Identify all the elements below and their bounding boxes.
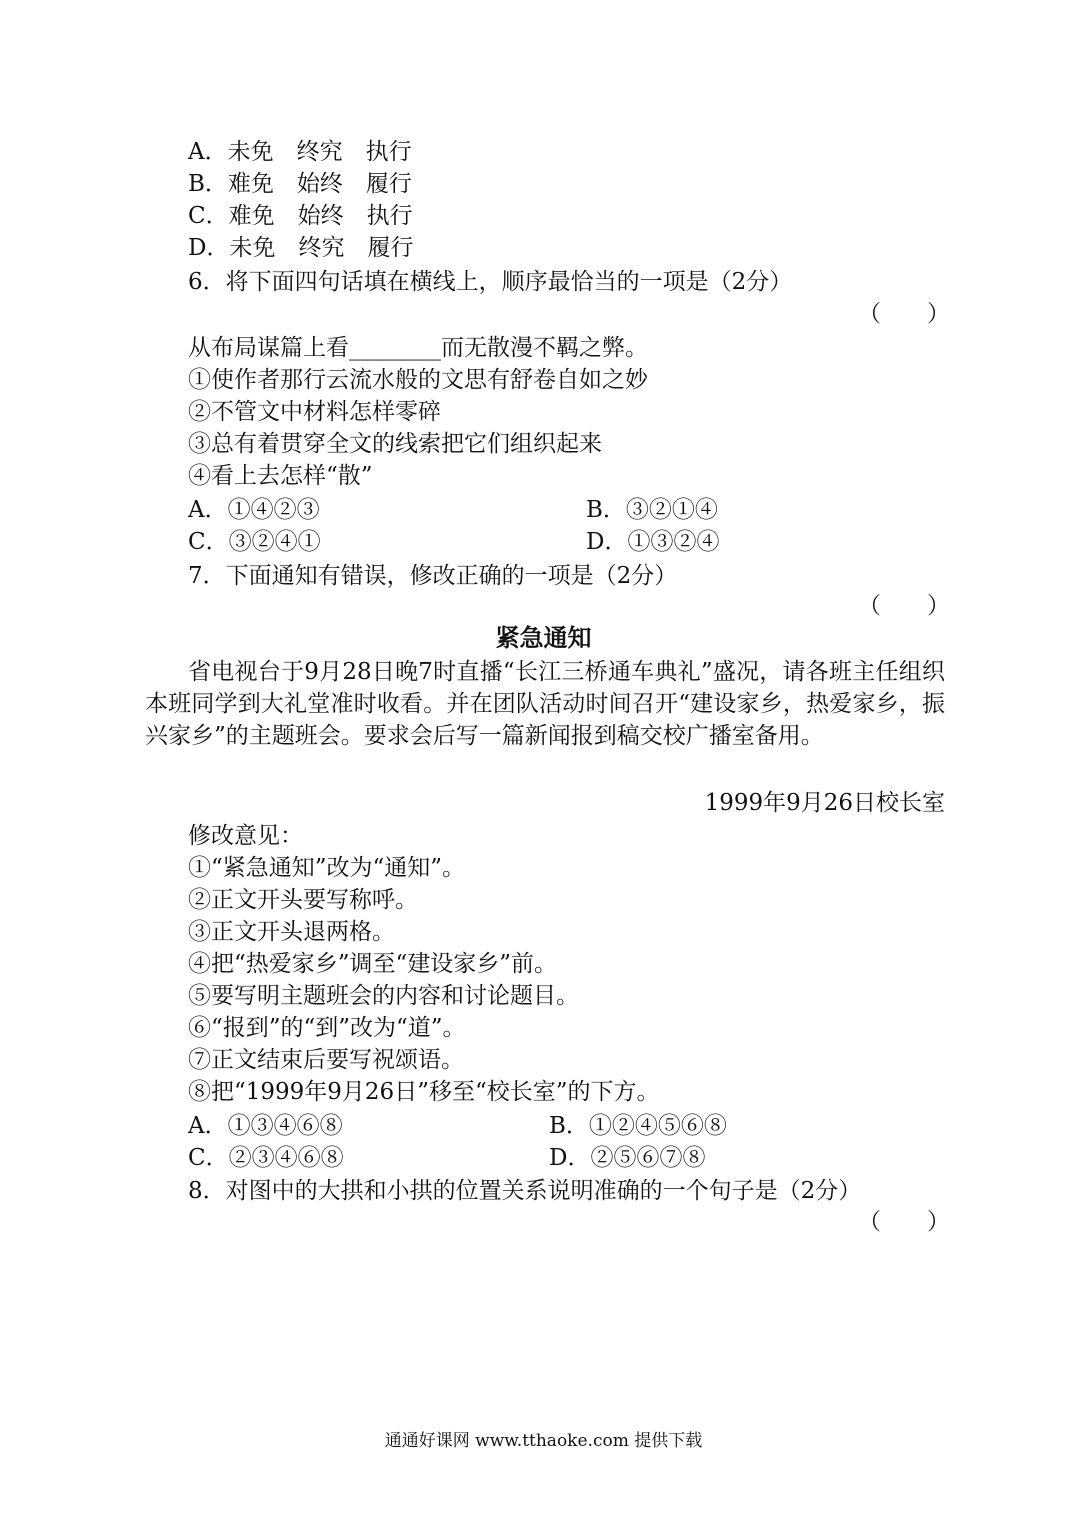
q8-stem: 8．对图中的大拱和小拱的位置关系说明准确的一个句子是（2分） — [188, 1178, 862, 1204]
q6-item-2: ②不管文中材料怎样零碎 — [188, 399, 441, 425]
page-footer: 通通好课网 www.tthaoke.com 提供下载 — [384, 1431, 703, 1451]
advice-item-5: ⑤要写明主题班会的内容和讨论题目。 — [188, 983, 579, 1009]
notice-sign: 1999年9月26日校长室 — [704, 790, 945, 816]
q5-option-a: A．未免 终究 执行 — [188, 139, 412, 165]
advice-item-8: ⑧把“1999年9月26日”移至“校长室”的下方。 — [188, 1079, 660, 1105]
q8-answer-paren: （ ） — [858, 1209, 950, 1235]
notice-body: 省电视台于9月28日晚7时直播“长江三桥通车典礼”盛况，请各班主任组织本班同学到大礼堂准时收看。并在团队活动时间召开“建设家乡，热爱家乡，振兴家乡”的主题班会。要求会后写一篇新闻报到稿交校广播室备用。 — [145, 659, 945, 749]
q5-option-b: B．难免 始终 履行 — [188, 171, 412, 197]
advice-item-1: ①“紧急通知”改为“通知”。 — [188, 855, 466, 881]
q6-option-b: B．③②①④ — [586, 497, 718, 523]
q6-answer-paren: （ ） — [858, 301, 950, 327]
q7-answer-paren: （ ） — [858, 593, 950, 619]
advice-item-4: ④把“热爱家乡”调至“建设家乡”前。 — [188, 951, 558, 977]
q7-option-d: D．②⑤⑥⑦⑧ — [549, 1145, 706, 1171]
q6-item-4: ④看上去怎样“散” — [188, 463, 373, 489]
q6-sentence: 从布局谋篇上看________而无散漫不羁之弊。 — [188, 335, 648, 361]
advice-item-2: ②正文开头要写称呼。 — [188, 887, 418, 913]
q6-option-a: A．①④②③ — [188, 497, 320, 523]
q5-option-c: C．难免 始终 执行 — [188, 203, 413, 229]
q5-option-d: D．未免 终究 履行 — [188, 235, 414, 261]
q7-option-b: B．①②④⑤⑥⑧ — [549, 1113, 727, 1139]
q7-option-a: A．①③④⑥⑧ — [188, 1113, 343, 1139]
advice-item-6: ⑥“报到”的“到”改为“道”。 — [188, 1015, 466, 1041]
advice-item-7: ⑦正文结束后要写祝颂语。 — [188, 1047, 464, 1073]
advice-label: 修改意见： — [188, 823, 303, 849]
q7-stem: 7．下面通知有错误，修改正确的一项是（2分） — [188, 563, 678, 589]
q6-stem: 6．将下面四句话填在横线上，顺序最恰当的一项是（2分） — [188, 269, 793, 295]
advice-item-3: ③正文开头退两格。 — [188, 919, 395, 945]
q6-option-d: D．①③②④ — [586, 529, 720, 555]
q6-item-1: ①使作者那行云流水般的文思有舒卷自如之妙 — [188, 367, 648, 393]
notice-title: 紧急通知 — [495, 623, 592, 652]
q6-item-3: ③总有着贯穿全文的线索把它们组织起来 — [188, 431, 602, 457]
q6-option-c: C．③②④① — [188, 529, 321, 555]
q7-option-c: C．②③④⑥⑧ — [188, 1145, 344, 1171]
